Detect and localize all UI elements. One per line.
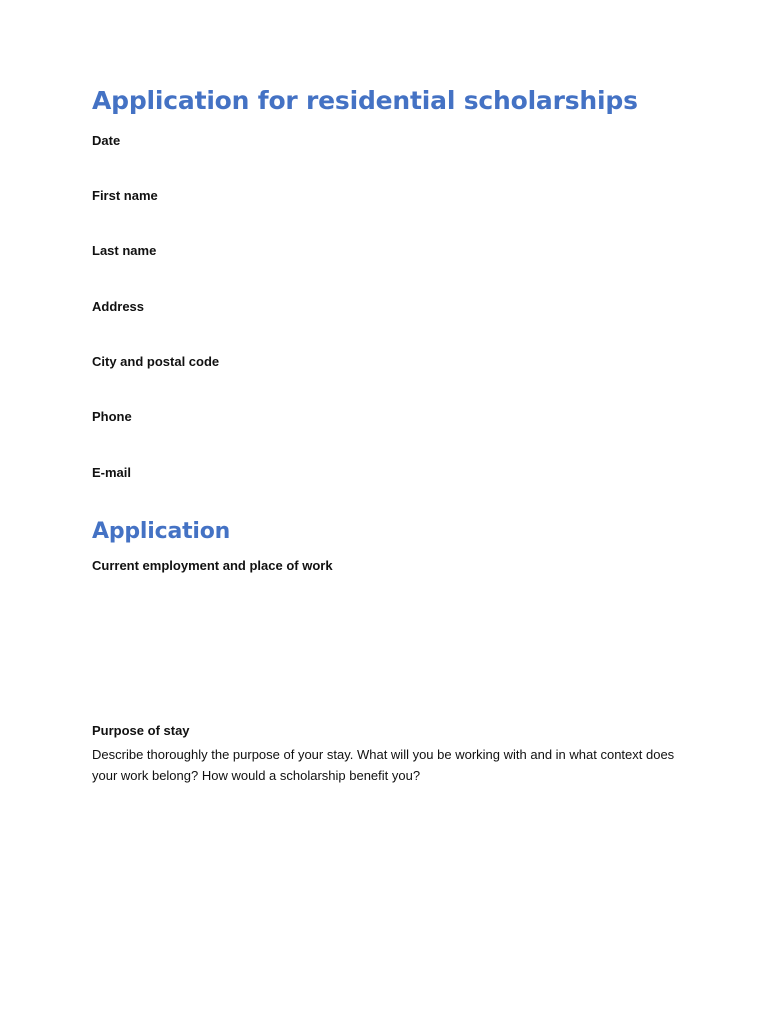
date-field[interactable] [92,152,682,186]
current-employment-answer-area[interactable] [92,580,682,710]
address-field[interactable] [92,318,682,352]
email-label: E-mail [92,465,132,480]
application-section-heading: Application [92,519,231,544]
last-name-label: Last name [92,243,157,258]
purpose-of-stay-label: Purpose of stay [92,723,190,738]
phone-label: Phone [92,409,132,424]
city-postal-code-label: City and postal code [92,354,220,369]
page-title: Application for residential scholarships [92,86,638,115]
current-employment-label: Current employment and place of work [92,558,333,573]
phone-field[interactable] [92,428,682,462]
email-field[interactable] [92,484,682,518]
purpose-of-stay-description: Describe thoroughly the purpose of your stay. What will you be working with and in what context does your work belong? How would a scholarship benefit you? [92,747,675,783]
last-name-field[interactable] [92,262,682,296]
city-postal-code-field[interactable] [92,373,682,407]
address-label: Address [92,299,145,314]
purpose-of-stay-answer-area[interactable] [92,795,682,995]
first-name-field[interactable] [92,207,682,241]
first-name-label: First name [92,188,158,203]
date-label: Date [92,133,121,148]
